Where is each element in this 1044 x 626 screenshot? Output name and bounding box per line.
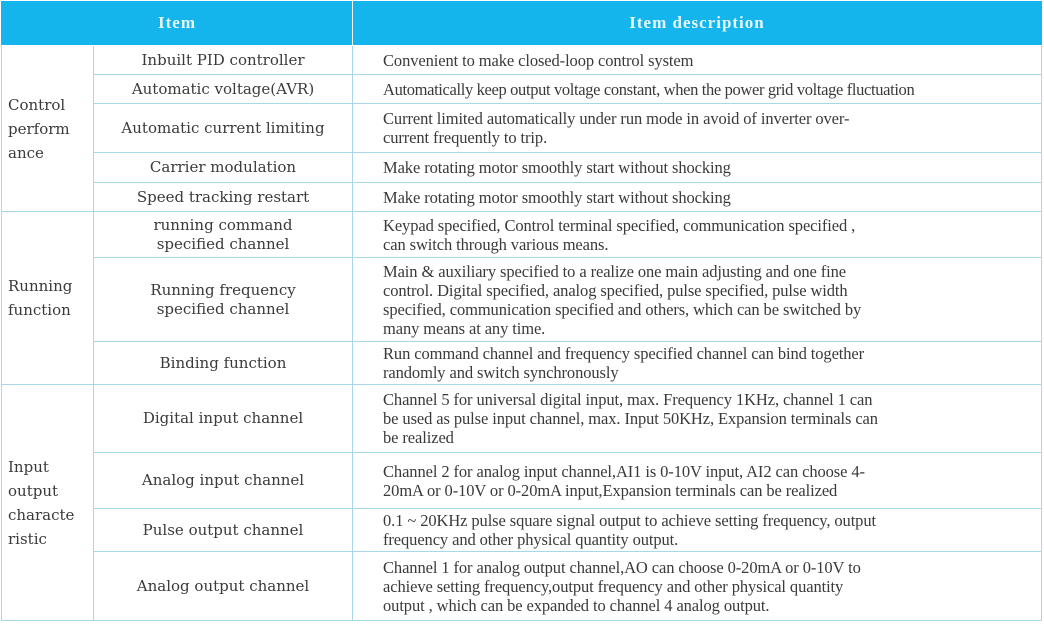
description-line: frequency and other physical quantity output. (383, 530, 679, 549)
group-label-line: ristic (8, 529, 47, 548)
description-cell (353, 258, 1042, 342)
item-cell: Carrier modulation (94, 153, 353, 183)
description-line: many means at any time. (383, 318, 546, 338)
item-line: specified channel (156, 299, 290, 318)
table-row (2, 385, 1042, 453)
item-line: running command (153, 215, 293, 234)
table-row (2, 183, 1042, 212)
item-cell (94, 258, 353, 342)
description-line: 20mA or 0-10V or 0-20mA input,Expansion terminals can be realized (383, 480, 838, 500)
table-row (2, 342, 1042, 385)
description-line: achieve setting frequency,output frequency and other physical quantity (383, 576, 844, 596)
description-line: be realized (383, 428, 454, 447)
group-label-running-function (2, 212, 94, 385)
group-label-line: perform (8, 119, 70, 138)
description-cell: Convenient to make closed-loop control system (353, 46, 1042, 75)
table-row (2, 453, 1042, 509)
group-label-line: function (8, 301, 71, 319)
item-cell: Binding function (94, 342, 353, 385)
description-cell (353, 552, 1042, 621)
table-row (2, 509, 1042, 552)
table-row (2, 75, 1042, 104)
group-label-line: ance (8, 143, 44, 162)
description-cell (353, 212, 1042, 258)
item-cell: Inbuilt PID controller (94, 46, 353, 75)
table-row (2, 153, 1042, 183)
description-cell (353, 453, 1042, 509)
table-row (2, 212, 1042, 258)
group-label-line: characte (8, 505, 75, 524)
description-line: Channel 5 for universal digital input, max. Frequency 1KHz, channel 1 can (383, 390, 873, 409)
description-line: randomly and switch synchronously (383, 363, 619, 382)
group-label-input-output-characteristic (2, 385, 94, 621)
group-label-line: Input (8, 457, 49, 476)
header-row (2, 1, 1042, 46)
description-line: Run command channel and frequency specified channel can bind together (383, 344, 865, 363)
description-line: can switch through various means. (383, 234, 609, 254)
description-cell: Make rotating motor smoothly start without shocking (353, 183, 1042, 212)
item-line: specified channel (156, 234, 290, 253)
description-line: Channel 1 for analog output channel,AO can choose 0-20mA or 0-10V to (383, 557, 861, 577)
table-row (2, 104, 1042, 153)
description-line: specified, communication specified and others, which can be switched by (383, 299, 862, 319)
item-cell: Analog output channel (94, 552, 353, 621)
group-label-line: Control (8, 95, 66, 114)
description-cell (353, 342, 1042, 385)
description-line: output , which can be expanded to channel 4 analog output. (383, 595, 770, 615)
item-cell: Analog input channel (94, 453, 353, 509)
table-row (2, 552, 1042, 621)
description-cell (353, 385, 1042, 453)
spec-table (1, 1, 1042, 621)
item-cell (94, 212, 353, 258)
description-cell: Make rotating motor smoothly start without shocking (353, 153, 1042, 183)
table-row (2, 258, 1042, 342)
description-cell (353, 104, 1042, 153)
description-line: control. Digital specified, analog specified, pulse specified, pulse width (383, 280, 848, 300)
item-cell: Speed tracking restart (94, 183, 353, 212)
description-cell (353, 509, 1042, 552)
group-label-line: Running (8, 277, 73, 295)
description-line: Current limited automatically under run mode in avoid of inverter over- (383, 109, 850, 128)
item-cell: Digital input channel (94, 385, 353, 453)
group-label-line: output (8, 481, 59, 500)
description-line: be used as pulse input channel, max. Input 50KHz, Expansion terminals can (383, 409, 878, 428)
description-cell: Automatically keep output voltage constant, when the power grid voltage fluctuation (353, 75, 1042, 104)
item-cell: Pulse output channel (94, 509, 353, 552)
group-label-control-performance (2, 46, 94, 212)
description-line: current frequently to trip. (383, 128, 548, 147)
description-line: Keypad specified, Control terminal specified, communication specified , (383, 215, 856, 235)
description-line: Channel 2 for analog input channel,AI1 is 0-10V input, AI2 can choose 4- (383, 461, 865, 481)
item-cell: Automatic current limiting (94, 104, 353, 153)
item-line: Running frequency (150, 280, 296, 299)
header-description: Item description (353, 1, 1042, 46)
description-line: Main & auxiliary specified to a realize one main adjusting and one fine (383, 261, 847, 281)
header-item: Item (2, 1, 353, 46)
description-line: 0.1 ~ 20KHz pulse square signal output to achieve setting frequency, output (383, 511, 876, 530)
item-cell: Automatic voltage(AVR) (94, 75, 353, 104)
table-row (2, 46, 1042, 75)
